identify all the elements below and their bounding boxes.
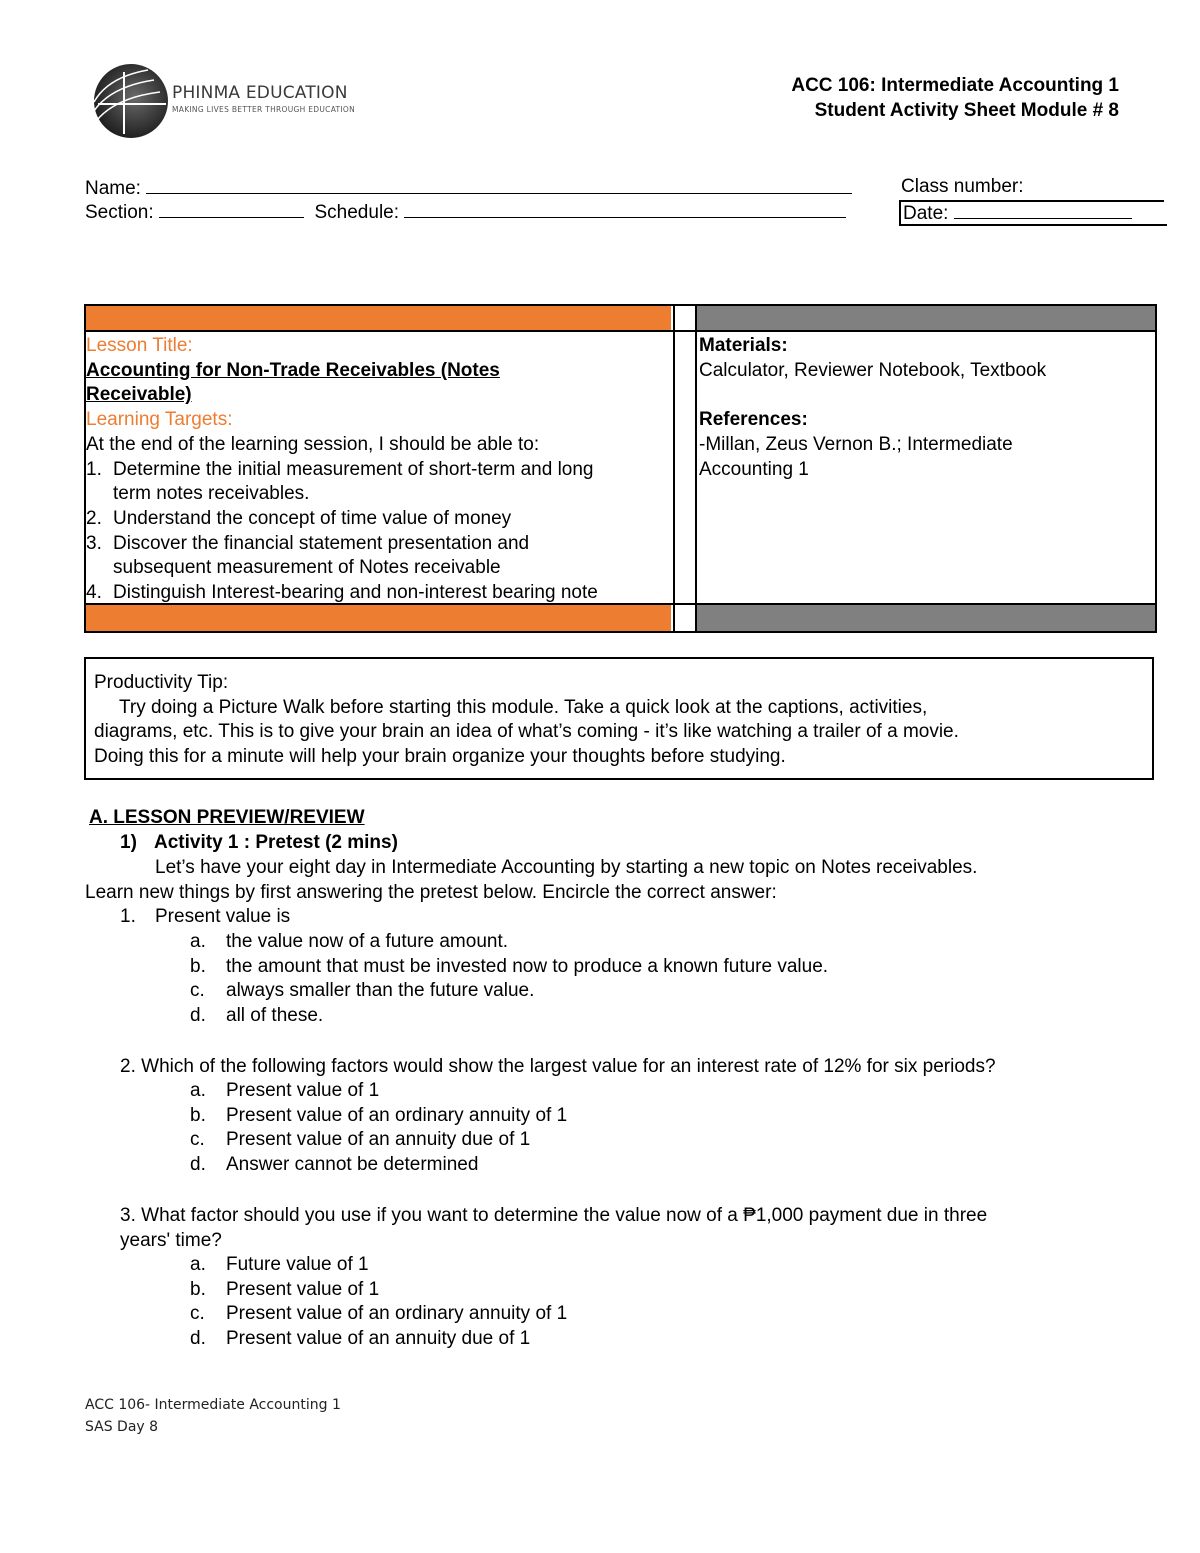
schedule-field[interactable] <box>404 199 846 218</box>
answer-option[interactable]: d. all of these. <box>190 1005 324 1027</box>
lesson-left-cell <box>86 334 672 604</box>
question-3-options <box>190 1253 567 1352</box>
section-field[interactable] <box>159 199 304 218</box>
tip-text: diagrams, etc. This is to give your brain an idea of what’s coming - it’s like watching a trailer of a movie. <box>94 721 959 743</box>
lesson-title: Accounting for Non-Trade Receivables (Notes <box>86 359 500 381</box>
targets-intro: At the end of the learning session, I should be able to: <box>86 433 540 455</box>
logo-tagline: MAKING LIVES BETTER THROUGH EDUCATION <box>172 105 356 114</box>
date-label: Date: <box>903 203 949 224</box>
productivity-tip <box>94 671 959 770</box>
reference-item-cont: Accounting 1 <box>699 458 809 480</box>
footer-course: ACC 106- Intermediate Accounting 1 <box>85 1397 341 1413</box>
lesson-title-label: Lesson Title: <box>86 335 193 356</box>
answer-option[interactable]: c. Present value of an ordinary annuity of 1 <box>190 1303 568 1325</box>
logo-name: PHINMA EDUCATION <box>172 83 348 103</box>
answer-option[interactable]: a. Present value of 1 <box>190 1080 380 1101</box>
answer-option[interactable]: c. Present value of an annuity due of 1 <box>190 1129 531 1151</box>
activity-1-heading: 1) Activity 1 : Pretest (2 mins) <box>120 832 398 853</box>
table-bottom-bar-gray <box>697 605 1155 631</box>
learning-targets-label: Learning Targets: <box>86 409 233 431</box>
footer-day: SAS Day 8 <box>85 1419 159 1435</box>
target-item-cont: subsequent measurement of Notes receivable <box>113 557 501 579</box>
table-bottom-bar-orange <box>86 605 671 631</box>
section-a-heading: A. LESSON PREVIEW/REVIEW <box>89 807 365 828</box>
table-top-bar-gray <box>697 306 1155 330</box>
answer-option[interactable]: b. Present value of an ordinary annuity of 1 <box>190 1104 568 1126</box>
class-number-label: Class number: <box>901 176 1024 197</box>
reference-item: -Millan, Zeus Vernon B.; Intermediate <box>699 433 1013 455</box>
question-2-options <box>190 1079 567 1178</box>
answer-option[interactable]: b. the amount that must be invested now to produce a known future value. <box>190 955 829 977</box>
phinma-logo-icon <box>88 62 170 142</box>
table-divider <box>84 330 1157 332</box>
lesson-right-cell <box>699 334 1046 482</box>
references-label: References: <box>699 409 808 431</box>
table-top-bar-orange <box>86 306 671 330</box>
date-field[interactable] <box>954 200 1132 219</box>
activity-intro-cont: Learn new things by first answering the pretest below. Encircle the correct answer: <box>85 882 777 903</box>
tip-text: Doing this for a minute will help your brain organize your thoughts before studying. <box>94 746 786 768</box>
course-title: ACC 106: Intermediate Accounting 1 <box>791 75 1119 96</box>
tip-label: Productivity Tip: <box>94 672 229 693</box>
sheet-title: Student Activity Sheet Module # 8 <box>814 100 1119 121</box>
question-3: 3. What factor should you use if you want to determine the value now of a ₱1,000 payment due in three years' time? <box>120 1205 988 1251</box>
target-item: 4. Distinguish Interest-bearing and non-interest bearing note <box>86 582 598 604</box>
question-2: 2. Which of the following factors would show the largest value for an interest rate of 12% for six periods? <box>120 1056 996 1077</box>
schedule-label: Schedule: <box>314 202 400 223</box>
answer-option[interactable]: a. the value now of a future amount. <box>190 931 509 952</box>
name-label: Name: <box>85 178 141 199</box>
answer-option[interactable]: a. Future value of 1 <box>190 1254 369 1275</box>
materials-label: Materials: <box>699 335 788 356</box>
name-row <box>85 175 852 202</box>
name-field[interactable] <box>146 175 852 194</box>
question-1: 1. Present value is <box>120 906 291 927</box>
tip-text: Try doing a Picture Walk before starting this module. Take a quick look at the captions, activities, <box>119 696 928 718</box>
answer-option[interactable]: b. Present value of 1 <box>190 1278 380 1300</box>
question-1-options <box>190 930 828 1029</box>
answer-option[interactable]: d. Answer cannot be determined <box>190 1154 479 1176</box>
target-item: 1. Determine the initial measurement of short-term and long <box>86 458 594 480</box>
section-row <box>85 199 846 226</box>
materials-list: Calculator, Reviewer Notebook, Textbook <box>699 359 1047 381</box>
table-divider <box>695 304 697 633</box>
target-item: 2. Understand the concept of time value of money <box>86 507 512 529</box>
answer-option[interactable]: c. always smaller than the future value. <box>190 980 535 1002</box>
target-item: 3. Discover the financial statement presentation and <box>86 532 530 554</box>
date-row <box>903 200 1132 227</box>
activity-intro: Let’s have your eight day in Intermediate Accounting by starting a new topic on Notes receivables. <box>155 857 978 878</box>
section-label: Section: <box>85 202 154 223</box>
table-divider <box>673 304 675 633</box>
target-item-cont: term notes receivables. <box>113 483 310 505</box>
answer-option[interactable]: d. Present value of an annuity due of 1 <box>190 1328 531 1350</box>
lesson-title-cont: Receivable) <box>86 384 192 406</box>
